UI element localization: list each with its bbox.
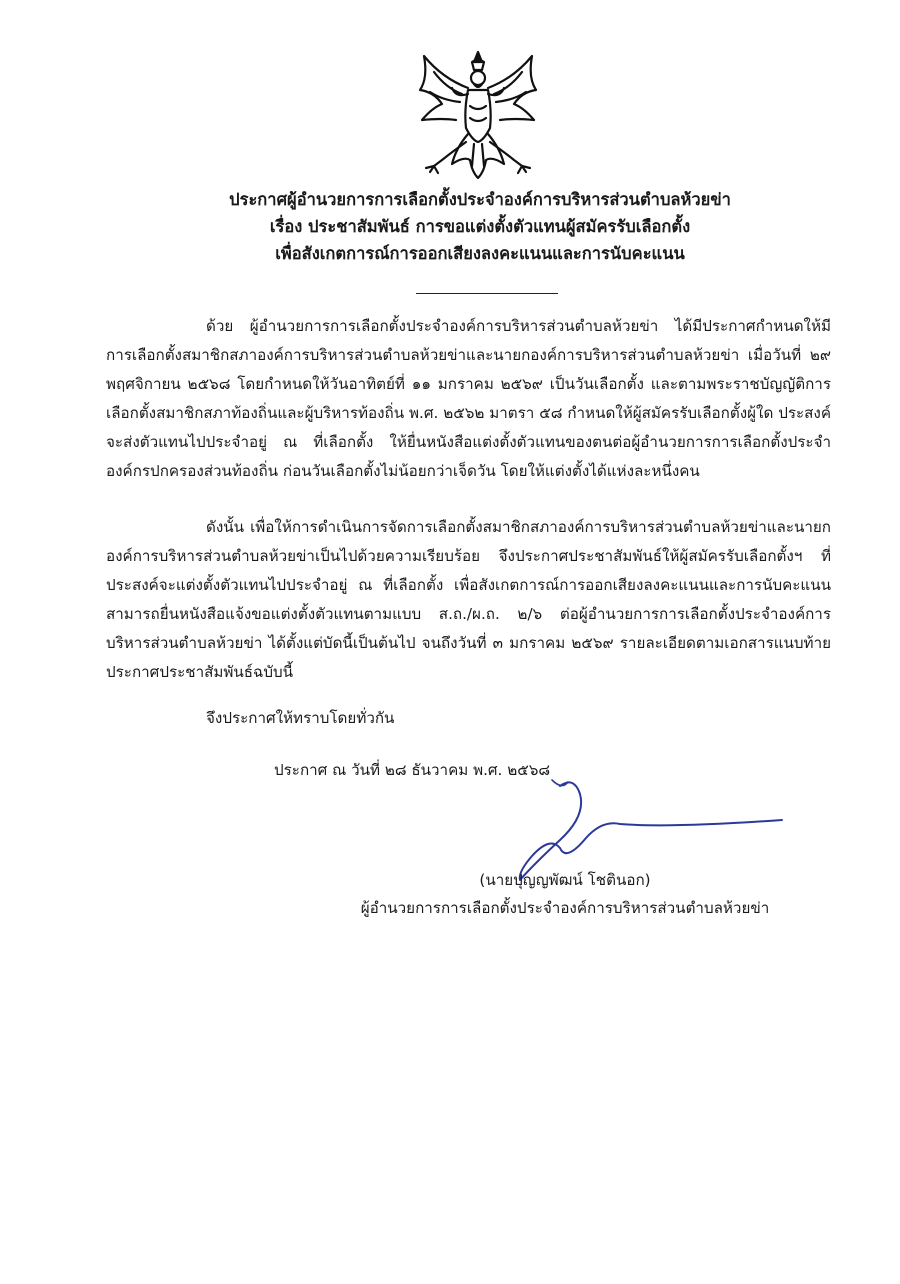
announcement-date: ประกาศ ณ วันที่ ๒๘ ธันวาคม พ.ศ. ๒๕๖๘	[274, 761, 551, 779]
garuda-emblem-icon	[412, 48, 544, 188]
body-paragraph-1: ด้วย ผู้อำนวยการการเลือกตั้งประจำองค์การบริหารส่วนตำบลห้วยข่า ได้มีประกาศกำหนดให้มีการเลือกตั้งสมาชิกสภาองค์การบริหารส่วนตำบลห้วยข่าและนายกองค์การบริหารส่วนตำบลห้วยข่า เมื่อวันที่ ๒๙ พฤศจิกายน ๒๕๖๘ โดยกำหนดให้วันอาทิตย์ที่ ๑๑ มกราคม ๒๕๖๙ เป็นวันเลือกตั้ง และตามพระราชบัญญัติการเลือกตั้งสมาชิกสภาท้องถิ่นและผู้บริหารท้องถิ่น พ.ศ. ๒๕๖๒ มาตรา ๕๘ กำหนดให้ผู้สมัครรับเลือกตั้งผู้ใด ประสงค์จะส่งตัวแทนไปประจำอยู่ ณ ที่เลือกตั้ง ให้ยื่นหนังสือแต่งตั้งตัวแทนของตนต่อผู้อำนวยการการเลือกตั้งประจำองค์กรปกครองส่วนท้องถิ่น ก่อนวันเลือกตั้งไม่น้อยกว่าเจ็ดวัน โดยให้แต่งตั้งได้แห่งละหนึ่งคน	[106, 317, 831, 480]
announcement-subject: เรื่อง ประชาสัมพันธ์ การขอแต่งตั้งตัวแทนผู้สมัครรับเลือกตั้ง	[269, 217, 691, 236]
signatory-position: ผู้อำนวยการการเลือกตั้งประจำองค์การบริหารส่วนตำบลห้วยข่า	[360, 899, 770, 917]
body-paragraph-2: ดังนั้น เพื่อให้การดำเนินการจัดการเลือกตั้งสมาชิกสภาองค์การบริหารส่วนตำบลห้วยข่าและนายกองค์การบริหารส่วนตำบลห้วยข่าเป็นไปด้วยความเรียบร้อย จึงประกาศประชาสัมพันธ์ให้ผู้สมัครรับเลือกตั้งฯ ที่ประสงค์จะแต่งตั้งตัวแทนไปประจำอยู่ ณ ที่เลือกตั้ง เพื่อสังเกตการณ์การออกเสียงลงคะแนนและการนับคะแนน สามารถยื่นหนังสือแจ้งขอแต่งตั้งตัวแทนตามแบบ ส.ถ./ผ.ถ. ๒/๖ ต่อผู้อำนวยการการเลือกตั้งประจำองค์การบริหารส่วนตำบลห้วยข่า ได้ตั้งแต่บัดนี้เป็นต้นไป จนถึงวันที่ ๓ มกราคม ๒๕๖๙ รายละเอียดตามเอกสารแนบท้ายประกาศประชาสัมพันธ์ฉบับนี้	[106, 518, 831, 681]
signatory-name: (นายปุญญพัฒน์ โชตินอก)	[479, 871, 651, 889]
announcement-title: ประกาศผู้อำนวยการการเลือกตั้งประจำองค์การบริหารส่วนตำบลห้วยข่า	[229, 190, 731, 209]
announcement-subject-continued: เพื่อสังเกตการณ์การออกเสียงลงคะแนนและการนับคะแนน	[275, 244, 685, 263]
closing-statement: จึงประกาศให้ทราบโดยทั่วกัน	[206, 709, 395, 727]
heading-divider	[416, 293, 558, 294]
